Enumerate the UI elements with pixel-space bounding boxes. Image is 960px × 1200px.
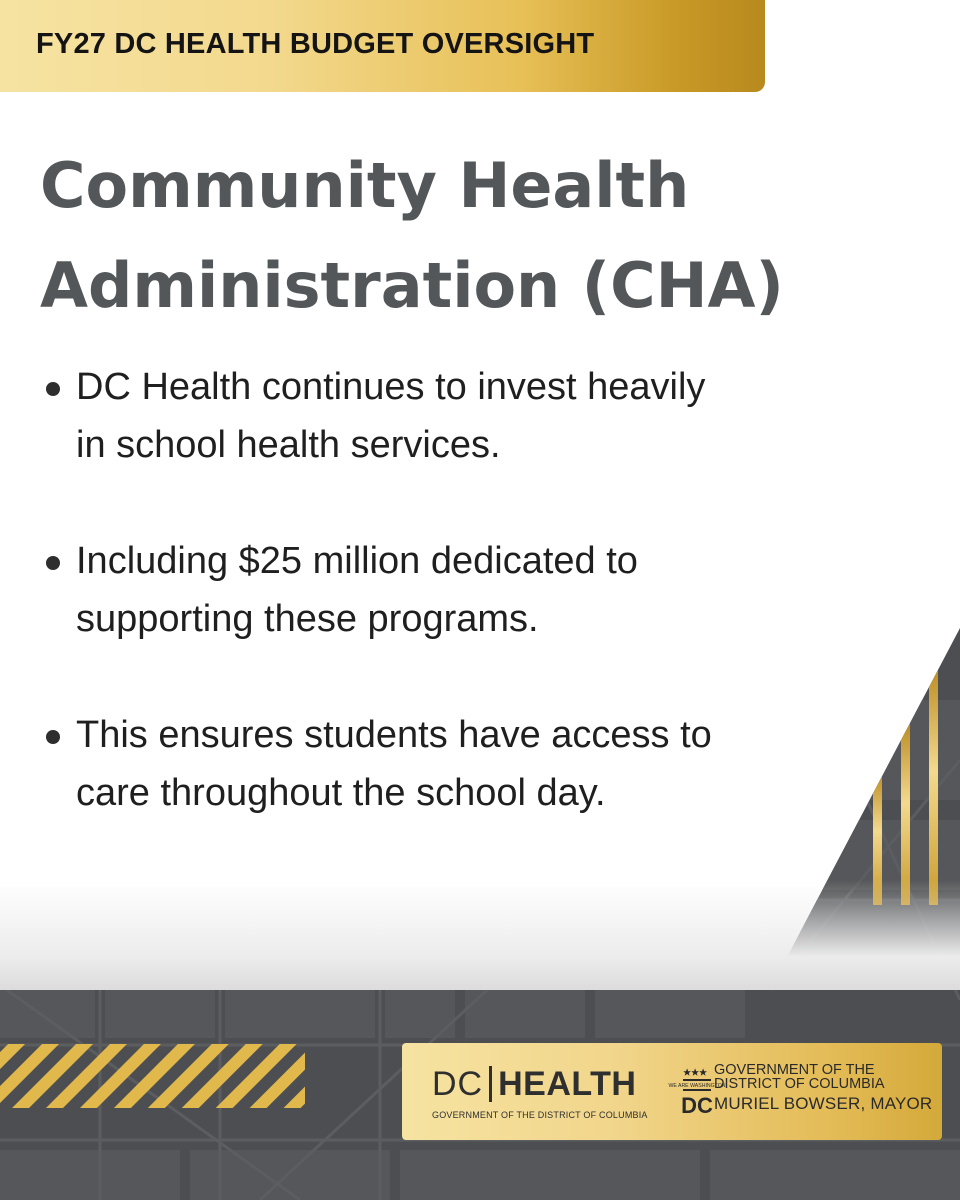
- header-banner: [0, 0, 765, 92]
- bullet-list: [44, 358, 844, 880]
- white-fade: [0, 880, 960, 990]
- dc-health-logo-subtitle: GOVERNMENT OF THE DISTRICT OF COLUMBIA: [432, 1110, 648, 1120]
- bullet-line: in school health services.: [76, 424, 501, 466]
- bullet-item: [44, 532, 844, 648]
- title-line-1: Community Health: [40, 149, 690, 222]
- svg-text:WE ARE WASHINGTON: WE ARE WASHINGTON: [668, 1083, 726, 1089]
- bullet-dot: [46, 730, 60, 744]
- bullet-text: [76, 532, 844, 648]
- dc-health-logo-health: HEALTH: [498, 1064, 637, 1103]
- logo-panel: [402, 1043, 942, 1140]
- gov-line-2: DISTRICT OF COLUMBIA: [714, 1076, 885, 1092]
- banner-title: FY27 DC HEALTH BUDGET OVERSIGHT: [36, 28, 595, 60]
- bullet-dot: [46, 556, 60, 570]
- gold-stripe-bar: [0, 1044, 305, 1108]
- bullet-text: [76, 706, 844, 822]
- bullet-dot: [46, 382, 60, 396]
- government-logo-text: [714, 1063, 932, 1114]
- svg-text:DC: DC: [681, 1093, 713, 1118]
- page-title: [40, 136, 930, 336]
- bullet-line: supporting these programs.: [76, 598, 539, 640]
- bullet-item: [44, 706, 844, 822]
- bullet-item: [44, 358, 844, 474]
- gold-bar: [901, 720, 910, 905]
- dc-health-logo-dc: DC: [432, 1064, 484, 1103]
- dc-health-logo: [432, 1065, 647, 1120]
- logo-divider: [489, 1066, 492, 1102]
- bullet-line: Including $25 million dedicated to: [76, 540, 638, 582]
- bullet-line: care throughout the school day.: [76, 772, 606, 814]
- government-logo: [668, 1062, 933, 1123]
- bullet-line: This ensures students have access to: [76, 714, 712, 756]
- gov-line-1: GOVERNMENT OF THE: [714, 1062, 875, 1078]
- bullet-text: [76, 358, 844, 474]
- gold-bar: [929, 662, 938, 905]
- mayor-name: MURIEL BOWSER, MAYOR: [714, 1094, 933, 1113]
- bullet-line: DC Health continues to invest heavily: [76, 366, 706, 408]
- dc-flag-mark-icon: [668, 1067, 726, 1118]
- title-line-2: Administration (CHA): [40, 249, 784, 322]
